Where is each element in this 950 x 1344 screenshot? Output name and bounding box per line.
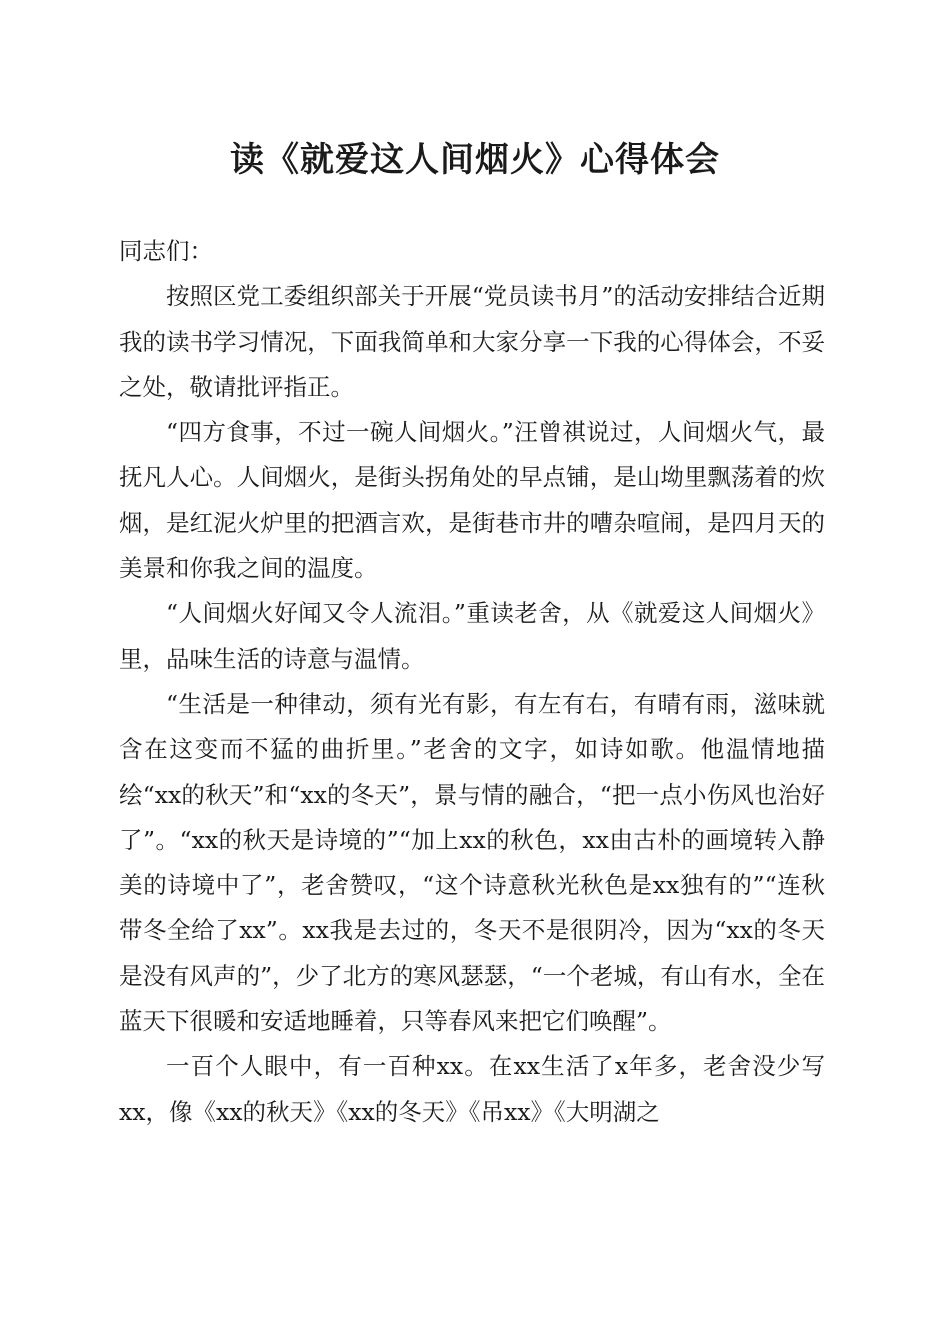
paragraph-1: 按照区党工委组织部关于开展“党员读书月”的活动安排结合近期我的读书学习情况，下面我简单和大家分享一下我的心得体会，不妥之处，敬请批评指正。 [119, 282, 825, 401]
paragraph-4: “生活是一种律动，须有光有影，有左有右，有晴有雨，滋味就含在这变而不猛的曲折里。”老舍的文字，如诗如歌。他温情地描绘“xx的秋天”和“xx的冬天”，景与情的融合，“把一点小伤风也治好了”。“xx的秋天是诗境的”“加上xx的秋色，xx由古朴的画境转入静美的诗境中了”，老舍赞叹，“这个诗意秋光秋色是xx独有的”“连秋带冬全给了xx”。xx我是去过的，冬天不是很阴冷，因为“xx的冬天是没有风声的”，少了北方的寒风瑟瑟，“一个老城，有山有水，全在蓝天下很暖和安适地睡着，只等春风来把它们唤醒”。 [119, 689, 825, 1036]
document-body [119, 229, 825, 1135]
document-title: 读《就爱这人间烟火》心得体会 [230, 140, 720, 180]
paragraph-5: 一百个人眼中，有一百种xx。在xx生活了x年多，老舍没少写xx，像《xx的秋天》《xx的冬天》《吊xx》《大明湖之 [119, 1052, 825, 1126]
paragraph-2: “四方食事，不过一碗人间烟火。”汪曾祺说过，人间烟火气，最抚凡人心。人间烟火，是街头拐角处的早点铺，是山坳里飘荡着的炊烟，是红泥火炉里的把酒言欢，是街巷市井的嘈杂喧闹，是四月天的美景和你我之间的温度。 [119, 418, 825, 583]
paragraph-3: “人间烟火好闻又令人流泪。”重读老舍，从《就爱这人间烟火》里，品味生活的诗意与温情。 [119, 599, 825, 673]
salutation: 同志们： [119, 237, 213, 265]
